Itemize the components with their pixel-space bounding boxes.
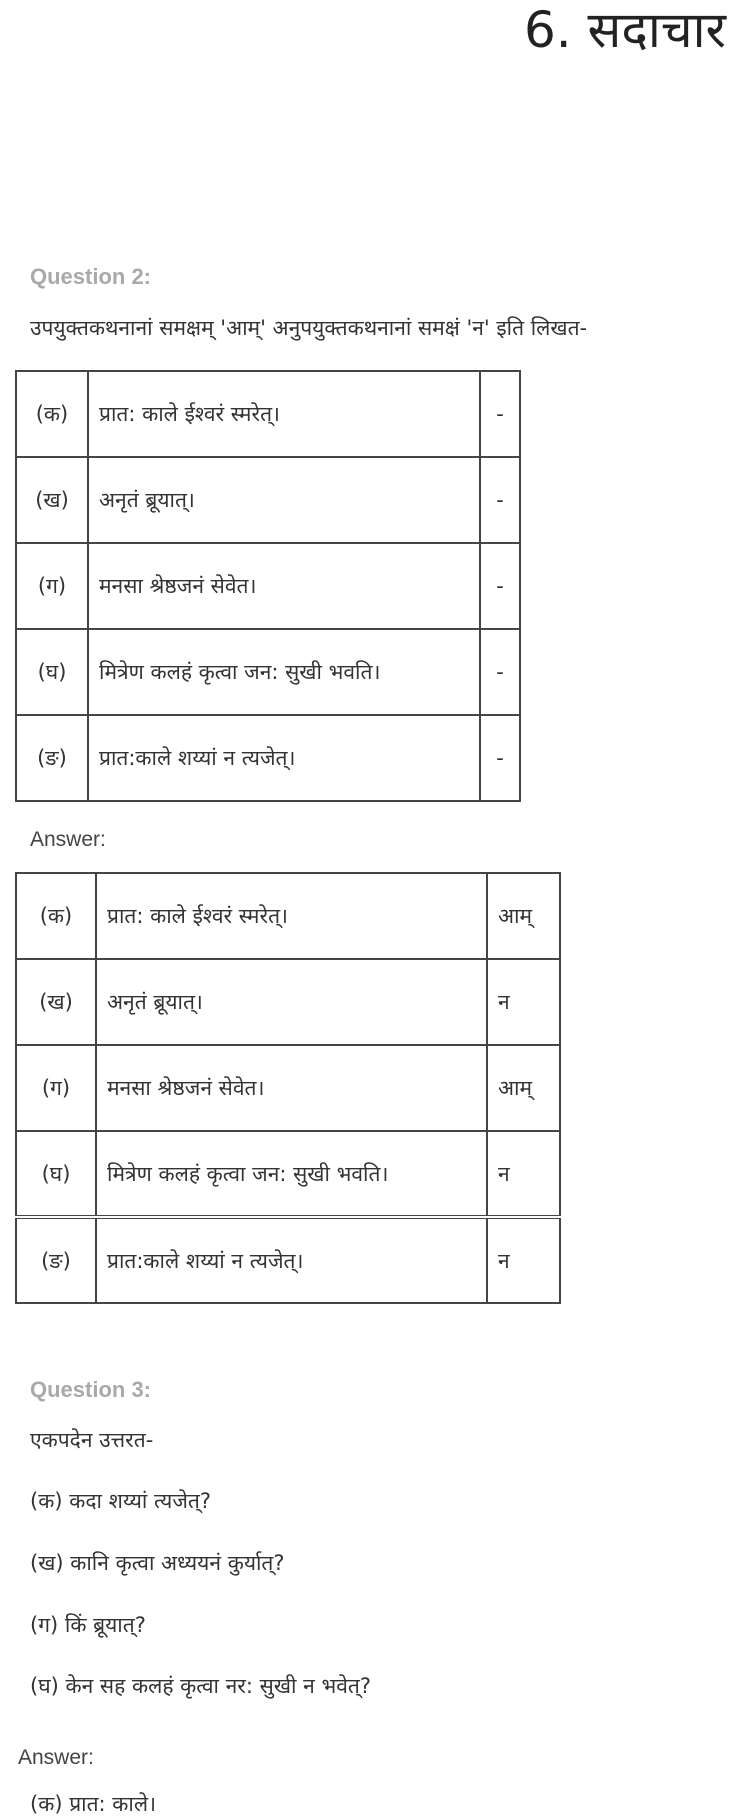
row-statement: प्रात:काले शय्यां न त्यजेत्। bbox=[96, 1217, 487, 1303]
table-row bbox=[16, 629, 520, 715]
row-statement: मनसा श्रेष्ठजनं सेवेत। bbox=[88, 543, 480, 629]
row-answer: आम् bbox=[487, 873, 560, 959]
question-2-answer-label: Answer: bbox=[30, 828, 106, 851]
row-label: (ग) bbox=[16, 1045, 96, 1131]
row-statement: प्रात:काले शय्यां न त्यजेत्। bbox=[88, 715, 480, 801]
row-label: (ग) bbox=[16, 543, 88, 629]
row-statement: मित्रेण कलहं कृत्वा जन: सुखी भवति। bbox=[88, 629, 480, 715]
question-3-heading: Question 3: bbox=[30, 1377, 152, 1402]
row-label: (घ) bbox=[16, 1131, 96, 1217]
row-answer: न bbox=[487, 1131, 560, 1217]
row-answer: न bbox=[487, 1217, 560, 1303]
table-row bbox=[16, 1045, 560, 1131]
question-2-instruction: उपयुक्तकथनानां समक्षम् 'आम्' अनुपयुक्तकथनानां समक्षं 'न' इति लिखत- bbox=[30, 316, 588, 340]
table-row bbox=[16, 1131, 560, 1217]
row-label: (ङ) bbox=[16, 1217, 96, 1303]
question-3-item: (ग) किं ब्रूयात्? bbox=[30, 1613, 146, 1637]
row-statement: अनृतं ब्रूयात्। bbox=[88, 457, 480, 543]
question-3-item: (ख) कानि कृत्वा अध्ययनं कुर्यात्? bbox=[30, 1551, 285, 1575]
question-3-item: (क) कदा शय्यां त्यजेत्? bbox=[30, 1489, 212, 1513]
row-label: (घ) bbox=[16, 629, 88, 715]
row-statement: मित्रेण कलहं कृत्वा जन: सुखी भवति। bbox=[96, 1131, 487, 1217]
table-row bbox=[16, 543, 520, 629]
question-3-answer-label: Answer: bbox=[18, 1746, 94, 1769]
page-title: 6. सदाचार bbox=[523, 1, 726, 59]
table-row bbox=[16, 873, 560, 959]
question-3-answer: (क) प्रात: काले। bbox=[30, 1792, 157, 1816]
question-3-instruction: एकपदेन उत्तरत- bbox=[30, 1428, 154, 1452]
table-row bbox=[16, 1217, 560, 1303]
row-answer: आम् bbox=[487, 1045, 560, 1131]
row-label: (ख) bbox=[16, 457, 88, 543]
table-row bbox=[16, 959, 560, 1045]
row-answer: - bbox=[480, 629, 520, 715]
question-2-answer-table bbox=[15, 872, 561, 1304]
row-statement: प्रात: काले ईश्वरं स्मरेत्। bbox=[88, 371, 480, 457]
row-label: (ङ) bbox=[16, 715, 88, 801]
row-label: (ख) bbox=[16, 959, 96, 1045]
row-answer: - bbox=[480, 543, 520, 629]
row-statement: मनसा श्रेष्ठजनं सेवेत। bbox=[96, 1045, 487, 1131]
row-statement: प्रात: काले ईश्वरं स्मरेत्। bbox=[96, 873, 487, 959]
question-2-table bbox=[15, 370, 521, 802]
row-answer: - bbox=[480, 457, 520, 543]
row-label: (क) bbox=[16, 371, 88, 457]
row-answer: न bbox=[487, 959, 560, 1045]
table-row bbox=[16, 371, 520, 457]
row-answer: - bbox=[480, 715, 520, 801]
table-row bbox=[16, 457, 520, 543]
table-row bbox=[16, 715, 520, 801]
row-statement: अनृतं ब्रूयात्। bbox=[96, 959, 487, 1045]
row-answer: - bbox=[480, 371, 520, 457]
question-2-heading: Question 2: bbox=[30, 264, 152, 289]
question-3-item: (घ) केन सह कलहं कृत्वा नर: सुखी न भवेत्? bbox=[30, 1674, 371, 1698]
row-label: (क) bbox=[16, 873, 96, 959]
